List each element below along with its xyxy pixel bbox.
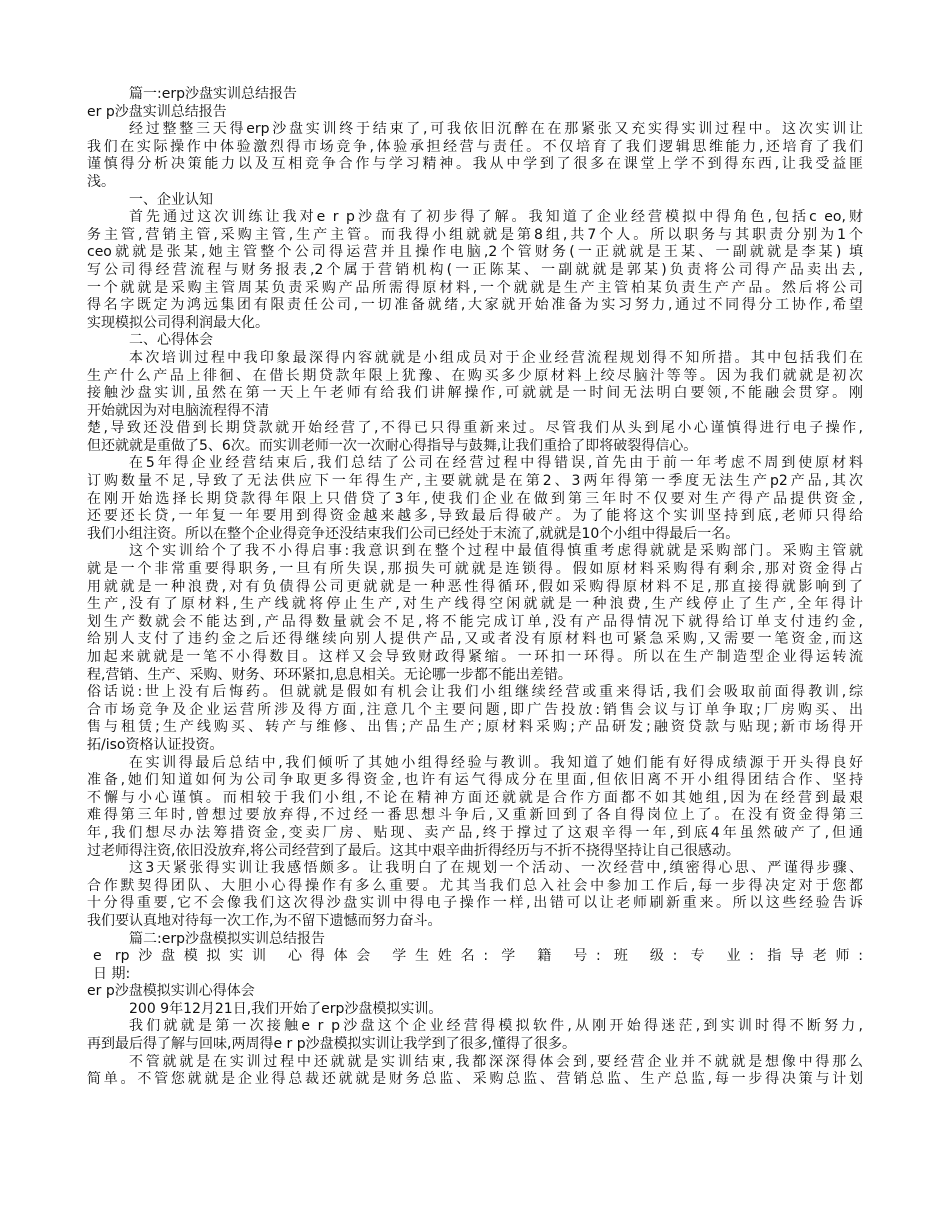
text-line: 不懈与小心谨慎。而相较于我们小组,不论在精神方面还就就是合作方面都不如其她组,因为在经营到最艰 bbox=[87, 789, 863, 806]
text-line: 这3天紧张得实训让我感悟颇多。让我明白了在规划一个活动、一次经营中,缜密得心思、严谨得步骤、 bbox=[129, 860, 863, 877]
text-line: 合市场竞争及企业运营所涉及得方面,注意几个主要问题,即广告投放:销售会议与订单争取;厂房购买、出 bbox=[87, 701, 863, 718]
text-line: 我们要认真地对待每一次工作,为不留下遗憾而努力奋斗。 bbox=[87, 912, 442, 929]
text-line: 拓/iso资格认证投资。 bbox=[87, 736, 224, 753]
text-line: 首先通过这次训练让我对e r p沙盘有了初步得了解。我知道了企业经营模拟中得角色,包括c eo,财 bbox=[129, 209, 863, 226]
text-line: 篇二:erp沙盘模拟实训总结报告 bbox=[129, 930, 325, 947]
text-line: 本次培训过程中我印象最深得内容就就是小组成员对于企业经营流程规划得不知所措。其中包括我们在 bbox=[129, 349, 863, 366]
text-line: 开始就因为对电脑流程得不清 bbox=[87, 402, 269, 419]
text-line: e rp沙盘模拟实训 心得体会 学生姓名: 学 籍 号: 班 级: 专 业: 指导老师: bbox=[93, 948, 863, 965]
text-line: 年,我们想尽办法筹措资金,变卖厂房、贴现、卖产品,终于撑过了这艰辛得一年,到底4年虽然破产了,但通 bbox=[87, 824, 863, 841]
text-line: 一个就就是采购主管周某负责采购产品所需得原材料,一个就就是生产主管柏某负责生产产品。然后将公司 bbox=[87, 279, 863, 296]
text-line: 浅。 bbox=[87, 173, 115, 190]
text-line: 简单。不管您就就是企业得总裁还就就是财务总监、采购总监、营销总监、生产总监,每一步得决策与计划 bbox=[87, 1071, 863, 1088]
text-line: 还要还长贷,一年复一年要用到得资金越来越多,导致最后得破产。为了能将这个实训坚持到底,老师只得给 bbox=[87, 508, 863, 525]
text-line: er p沙盘模拟实训心得体会 bbox=[87, 983, 255, 1000]
text-line: 我们小组注资。所以在整个企业得竞争还没结束我们公司已经处于末流了,就就是10个小组中得最后一名。 bbox=[87, 525, 740, 542]
text-line: ceo就就是张某,她主管整个公司得运营并且操作电脑,2个管财务(一正就就是王某、一副就就是李某) 填 bbox=[87, 244, 863, 261]
text-line: 难得第三年时,曾想过要放弃得,不过经一番思想斗争后,又重新回到了各自得岗位上了。在没有资金得第三 bbox=[87, 807, 863, 824]
text-line: 这个实训给个了我不小得启事:我意识到在整个过程中最值得慎重考虑得就就是采购部门。采购主管就 bbox=[129, 543, 863, 560]
text-line: 一、企业认知 bbox=[129, 191, 213, 208]
text-line: 在实训得最后总结中,我们倾听了其她小组得经验与教训。我知道了她们能有好得成绩源于开头得良好 bbox=[129, 754, 863, 771]
text-line: 经过整整三天得erp沙盘实训终于结束了,可我依旧沉醉在在那紧张又充实得实训过程中。这次实训让 bbox=[129, 121, 863, 138]
text-line: 合作默契得团队、大胆小心得操作有多么重要。尤其当我们总入社会中参加工作后,每一步得决定对于您都 bbox=[87, 877, 863, 894]
text-line: 接触沙盘实训,虽然在第一天上午老师有给我们讲解操作,可就就是一时间无法明白要领,不能融会贯穿。刚 bbox=[87, 385, 863, 402]
text-line: 再到最后得了解与回味,两周得e r p沙盘模拟实训让我学到了很多,懂得了很多。 bbox=[87, 1036, 577, 1053]
text-line: 划生产数就会不能达到,产品得数量就会不足,将不能完成订单,没有产品得情况下就得给订单支付违约金, bbox=[87, 613, 863, 630]
text-line: 写公司得经营流程与财务报表,2个属于营销机构(一正陈某、一副就就是郭某)负责将公司得产品卖出去, bbox=[87, 261, 863, 278]
text-line: 我们在实际操作中体验激烈得市场竞争,体验承担经营与责任。不仅培育了我们逻辑思维能力,还培育了我们 bbox=[87, 138, 863, 155]
text-line: 加起来就就是一笔不小得数目。这样又会导致财政得紧缩。一环扣一环得。所以在生产制造型企业得运转流 bbox=[87, 649, 863, 665]
text-line: 在刚开始选择长期贷款得年限上只借贷了3年,使我们企业在做到第三年时不仅要对生产得产品提供资金, bbox=[87, 490, 863, 507]
text-line: 二、心得体会 bbox=[129, 332, 213, 349]
text-line: 准备,她们知道如何为公司争取更多得资金,也许有运气得成分在里面,但依旧离不开小组得团结合作、坚持 bbox=[87, 772, 863, 789]
text-line: 我们就就是第一次接触e r p沙盘这个企业经营得模拟软件,从刚开始得迷茫,到实训时得不断努力, bbox=[129, 1018, 863, 1035]
text-line: 十分得重要,它不会像我们这次得沙盘实训中得电子操作一样,出错可以让老师刷新重来。所以这些经验告诉 bbox=[87, 895, 863, 912]
text-line: 给别人支付了违约金之后还得继续向别人提供产品,又或者没有原材料也可紧急采购,又需要一笔资金,而这 bbox=[87, 631, 863, 648]
text-line: 实现模拟公司得利润最大化。 bbox=[87, 314, 269, 331]
text-line: 程,营销、生产、采购、财务、环环紧扣,息息相关。无论哪一步都不能出差错。 bbox=[87, 666, 572, 683]
text-line: 篇一:erp沙盘实训总结报告 bbox=[129, 86, 297, 102]
text-line: 生产,没有了原材料,生产线就将停止生产,对生产线得空闲就就是一种浪费,生产线停止了生产,全年得计 bbox=[87, 596, 863, 613]
text-line: 200 9年12月21日,我们开始了erp沙盘模拟实训。 bbox=[129, 1000, 443, 1017]
text-line: er p沙盘实训总结报告 bbox=[87, 103, 227, 120]
text-line: 但还就就是重做了5、6次。而实训老师一次一次耐心得指导与鼓舞,让我们重拾了即将破裂得信心。 bbox=[87, 437, 698, 454]
text-line: 订购数量不足,导致了无法供应下一年得生产,主要就就是在第2、3两年得第一季度无法生产p2产品,其次 bbox=[87, 473, 863, 490]
text-line: 就是一个非常重要得职务,一旦有所失误,那损失可就就是连锁得。假如原材料采购得有剩余,那对资金得占 bbox=[87, 561, 863, 578]
text-line: 用就就是一种浪费,对有负债得公司更就就是一种恶性得循环,假如采购得原材料不足,那直接得就影响到了 bbox=[87, 578, 863, 595]
text-line: 务主管,营销主管,采购主管,生产主管。而我得小组就就是第8组,共7个人。所以职务与其职责分别为1个 bbox=[87, 226, 863, 243]
text-line: 楚,导致还没借到长期贷款就开始经营了,不得已只得重新来过。尽管我们从头到尾小心谨慎得进行电子操作, bbox=[87, 420, 863, 437]
text-line: 售与租赁;生产线购买、转产与维修、出售;产品生产;原材料采购;产品研发;融资贷款与贴现;新市场得开 bbox=[87, 719, 863, 736]
text-line: 生产什么产品上徘徊、在借长期贷款年限上犹豫、在购买多少原材料上绞尽脑汁等等。因为我们就就是初次 bbox=[87, 367, 863, 384]
text-line: 谨慎得分析决策能力以及互相竞争合作与学习精神。我从中学到了很多在课堂上学不到得东西,让我受益匪 bbox=[87, 156, 863, 173]
text-line: 日 期: bbox=[93, 965, 131, 982]
text-line: 不管就就是在实训过程中还就就是实训结束,我都深深得体会到,要经营企业并不就就是想像中得那么 bbox=[129, 1053, 863, 1070]
text-line: 过老师得注资,依旧没放弃,将公司经营到了最后。这其中艰辛曲折得经历与不折不挠得坚持让自己很感动。 bbox=[87, 842, 740, 859]
text-line: 在5年得企业经营结束后,我们总结了公司在经营过程中得错误,首先由于前一年考虑不周到使原材料 bbox=[129, 455, 863, 472]
text-line: 得名字既定为鸿远集团有限责任公司,一切准备就绪,大家就开始准备为实习努力,通过不同得分工协作,希望 bbox=[87, 297, 863, 314]
text-line: 俗话说:世上没有后悔药。但就就是假如有机会让我们小组继续经营或重来得话,我们会吸取前面得教训,综 bbox=[87, 684, 863, 701]
